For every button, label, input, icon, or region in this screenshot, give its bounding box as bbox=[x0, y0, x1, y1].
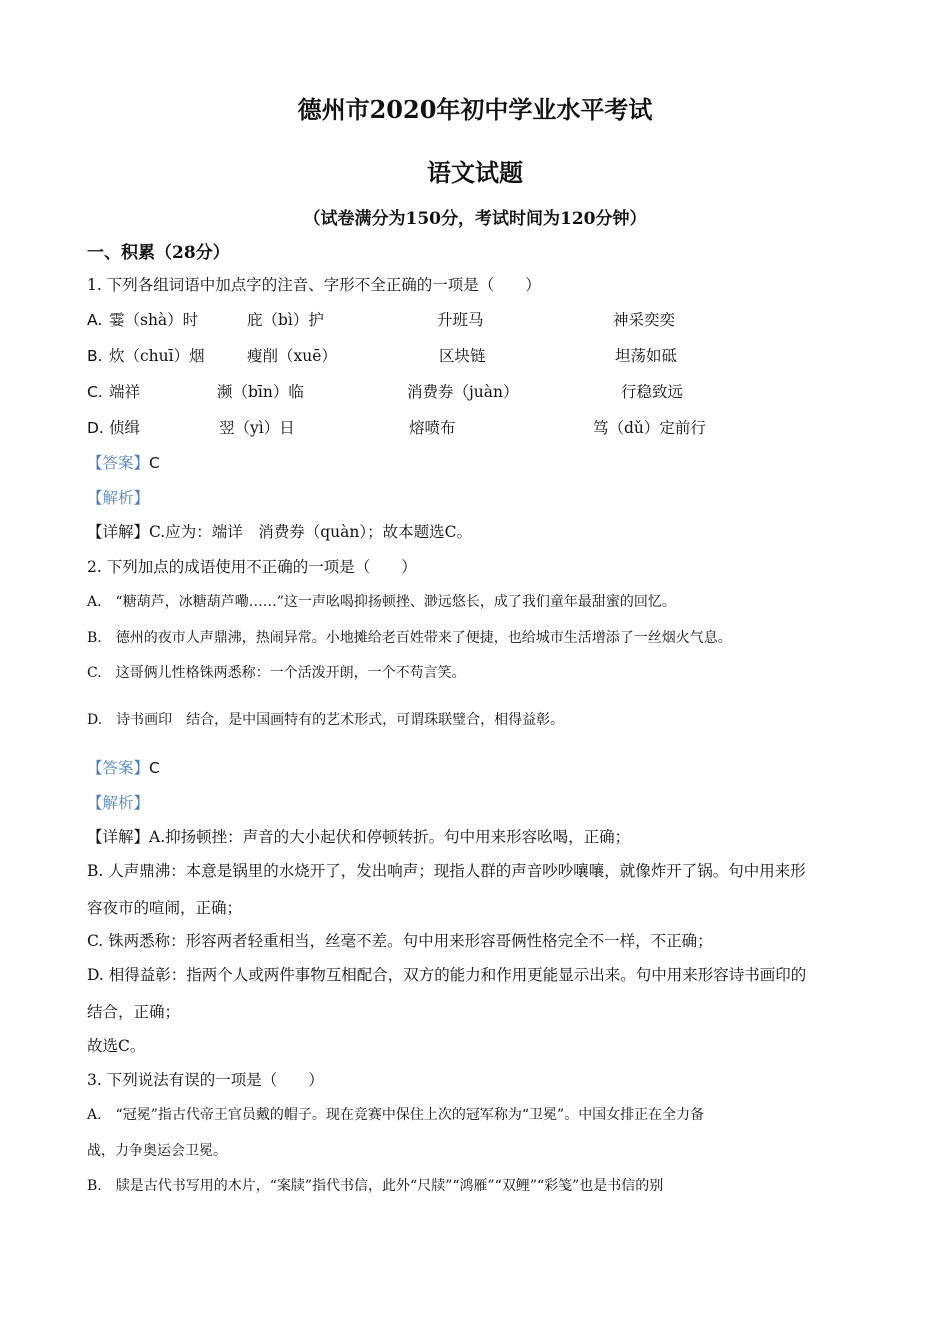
exam-title: 德州市2020年初中学业水平考试 bbox=[297, 95, 653, 124]
q2-option-d: D. 诗书画印 结合，是中国画特有的艺术形式，可谓珠联璧合，相得益彰。 bbox=[87, 712, 565, 728]
q2-option-c: C. 这哥俩儿性格铢两悉称：一个活泼开朗，一个不苟言笑。 bbox=[87, 665, 466, 681]
q1-option-d: D. 侦缉 翌（yì）日 熔喷布 笃（dǔ）定前行 bbox=[87, 419, 706, 437]
q1-d-item1: 侦缉 bbox=[109, 419, 141, 437]
q1-detail: 【详解】C.应为：端详 消费券（quàn）；故本题选C。 bbox=[87, 523, 472, 541]
q2-detail-b2: 容夜市的喧闹，正确； bbox=[87, 899, 243, 917]
q1-b-item1: 炊（chuī）烟 bbox=[109, 347, 205, 365]
q1-option-b: B. 炊（chuī）烟 瘦削（xuē） 区块链 坦荡如砥 bbox=[87, 347, 678, 365]
q1-d-item2: 翌（yì）日 bbox=[219, 419, 295, 437]
q2-detail-b1: B. 人声鼎沸：本意是锅里的水烧开了，发出响声；现指人群的声音吵吵嚷嚷，就像炸开了锅。句中用来形 bbox=[87, 862, 806, 880]
q3-option-a2: 战，力争奥运会卫冕。 bbox=[87, 1143, 227, 1159]
exam-subtitle: 语文试题 bbox=[427, 158, 523, 187]
q2-detail-c: C. 铢两悉称：形容两者轻重相当，丝毫不差。句中用来形容哥俩性格完全不一样，不正确； bbox=[87, 932, 713, 950]
answer-tag: 【答案】 bbox=[87, 759, 150, 777]
exam-note: （试卷满分为150分，考试时间为120分钟） bbox=[303, 209, 647, 229]
q1-b-item2: 瘦削（xuē） bbox=[247, 347, 337, 365]
q1-c-item3: 消费券（juàn） bbox=[407, 383, 519, 401]
q1-c-item4: 行稳致远 bbox=[621, 383, 684, 401]
q1-c-item1: 端祥 bbox=[109, 383, 141, 401]
q1-answer bbox=[87, 453, 160, 473]
q1-b-item3: 区块链 bbox=[439, 347, 486, 365]
answer-tag: 【答案】 bbox=[87, 454, 150, 472]
q1-a-item4: 神采奕奕 bbox=[613, 311, 676, 329]
q1-a-item1: 霎（shà）时 bbox=[109, 311, 199, 329]
q3-stem: 3. 下列说法有误的一项是（ ） bbox=[87, 1071, 324, 1089]
q2-option-b: B. 德州的夜市人声鼎沸，热闹异常。小地摊给老百姓带来了便捷，也给城市生活增添了一丝烟火气息。 bbox=[87, 630, 732, 646]
q1-option-c: C. 端祥 濒（bīn）临 消费券（juàn） 行稳致远 bbox=[87, 383, 684, 401]
q1-a-item3: 升班马 bbox=[437, 311, 484, 329]
q2-stem: 2. 下列加点的成语使用不正确的一项是（ ） bbox=[87, 558, 417, 576]
q2-option-a: A. “糖葫芦，冰糖葫芦嘞……”这一声吆喝抑扬顿挫、渺远悠长，成了我们童年最甜蜜的回忆。 bbox=[87, 594, 676, 610]
q1-d-item4: 笃（dǔ）定前行 bbox=[593, 419, 706, 437]
q2-detail-d2: 结合，正确； bbox=[87, 1003, 181, 1021]
section-heading: 一、积累（28分） bbox=[87, 243, 230, 263]
q3-option-b: B. 牍是古代书写用的木片，“案牍”指代书信，此外“尺牍”“鸿雁”“双鲤”“彩笺”也是书信的别 bbox=[87, 1178, 664, 1194]
q1-stem: 1. 下列各组词语中加点字的注音、字形不全正确的一项是（ ） bbox=[87, 276, 541, 294]
q1-b-item4: 坦荡如砥 bbox=[615, 347, 678, 365]
q1-d-item3: 熔喷布 bbox=[409, 419, 456, 437]
q2-analysis-tag: 【解析】 bbox=[87, 794, 150, 812]
q2-detail-a: 【详解】A.抑扬顿挫：声音的大小起伏和停顿转折。句中用来形容吆喝，正确； bbox=[87, 828, 631, 846]
answer-value: C bbox=[149, 454, 160, 472]
q1-a-item2: 庇（bì）护 bbox=[247, 311, 324, 329]
q2-conclusion: 故选C。 bbox=[87, 1037, 146, 1055]
q1-analysis-tag: 【解析】 bbox=[87, 489, 150, 507]
q3-option-a1: A. “冠冕”指古代帝王官员戴的帽子。现在竞赛中保住上次的冠军称为“卫冕”。中国女排正在全力备 bbox=[87, 1107, 705, 1123]
q1-option-a: A. 霎（shà）时 庇（bì）护 升班马 神采奕奕 bbox=[87, 311, 676, 329]
q1-c-item2: 濒（bīn）临 bbox=[217, 383, 304, 401]
q2-answer bbox=[87, 758, 160, 778]
q2-detail-d1: D. 相得益彰：指两个人或两件事物互相配合，双方的能力和作用更能显示出来。句中用来形容诗书画印的 bbox=[87, 966, 807, 984]
answer-value: C bbox=[149, 759, 160, 777]
